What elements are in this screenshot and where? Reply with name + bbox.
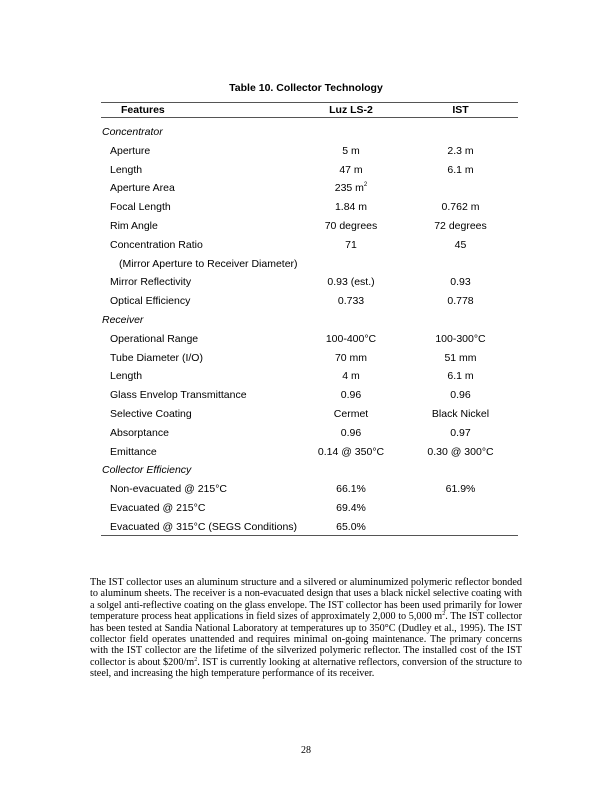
table-row — [0, 352, 612, 366]
luz-value-cell — [302, 408, 400, 420]
luz-value: 47 m — [339, 163, 363, 176]
ist-value: 72 degrees — [434, 220, 487, 232]
header-features: Features — [121, 104, 165, 116]
luz-value-cell — [302, 220, 400, 232]
luz-value: 0.733 — [337, 295, 365, 308]
luz-value: 0.96 — [340, 389, 362, 402]
header-luz: Luz LS-2 — [329, 104, 373, 116]
table-row — [0, 220, 612, 234]
body-paragraph — [90, 577, 522, 680]
table-row — [0, 370, 612, 384]
feature-label: Mirror Reflectivity — [110, 276, 192, 289]
luz-value-cell — [302, 352, 400, 364]
luz-value-cell — [302, 239, 400, 251]
luz-value-cell — [302, 145, 400, 157]
feature-label: Tube Diameter (I/O) — [110, 351, 203, 364]
feature-label: Concentration Ratio — [110, 238, 203, 251]
table-row — [0, 276, 612, 290]
table-header-rule — [101, 117, 518, 118]
luz-value: 1.84 m — [334, 201, 368, 214]
page-number: 28 — [301, 745, 311, 756]
section-label: Receiver — [102, 314, 144, 326]
luz-value-cell — [302, 502, 400, 514]
feature-label: Non-evacuated @ 215°C — [110, 483, 228, 496]
luz-value-cell — [302, 370, 400, 382]
ist-value: 6.1 m — [447, 163, 474, 176]
luz-value-cell — [302, 164, 400, 176]
luz-value: 235 m — [334, 182, 364, 195]
luz-value: 0.14 @ 350°C — [317, 445, 385, 458]
section-label: Collector Efficiency — [102, 464, 192, 477]
luz-value: 0.93 (est.) — [327, 276, 375, 289]
luz-value-cell — [302, 446, 400, 458]
ist-value: 2.3 m — [447, 144, 474, 157]
luz-value: 70 degrees — [324, 220, 378, 232]
section-label: Concentrator — [102, 126, 163, 138]
table-row — [0, 182, 612, 196]
feature-label: Optical Efficiency — [110, 295, 191, 308]
table-row — [0, 408, 612, 422]
table-row — [0, 446, 612, 460]
luz-value: 4 m — [342, 370, 360, 383]
ist-value: 0.30 @ 300°C — [427, 445, 494, 458]
ist-value: 45 — [454, 238, 467, 251]
ist-value: 6.1 m — [447, 370, 474, 383]
table-row — [0, 201, 612, 215]
ist-value: 51 mm — [444, 351, 477, 364]
luz-value: 5 m — [342, 144, 360, 157]
luz-value: 65.0% — [336, 520, 366, 533]
superscript-2: 2 — [194, 656, 198, 663]
superscript-1: 2 — [442, 611, 446, 618]
table-section-row — [0, 314, 612, 328]
luz-value-superscript: 2 — [363, 182, 368, 189]
paragraph-part-1: The IST collector uses an aluminum structure and a silvered or aluminumized polymeric reflector bonded to aluminum sheets. The receiver is a non-evacuated design that uses a black nickel selective coating with a solgel anti-reflective coating on the glass envelope. The IST collector has been used primarily for lower temperature process heat applications in field sizes of approximately 2,000 to 5,000 m — [90, 577, 522, 623]
feature-label: Rim Angle — [110, 220, 158, 232]
table-row — [0, 164, 612, 178]
ist-value: 61.9% — [445, 483, 476, 496]
table-row — [0, 427, 612, 441]
luz-value-cell — [302, 295, 400, 307]
table-row — [0, 239, 612, 253]
table-row — [0, 389, 612, 403]
luz-value: 71 — [345, 238, 357, 251]
header-ist: IST — [452, 104, 469, 116]
table-title: Table 10. Collector Technology — [229, 82, 383, 94]
ist-value: 0.778 — [447, 295, 474, 308]
paragraph-part-2: . The IST collector has been tested at Sandia National Laboratory at temperatures up to 350°C (Dudley et al., 1995). The IST collector field operates unattended and requires minimal on-going maintenance. The primary concerns with the IST collector are the lifetime of the silverized polymeric reflector. The installed cost of the IST collector is about $200/m — [90, 611, 523, 668]
luz-value: 70 mm — [334, 351, 368, 364]
feature-label: (Mirror Aperture to Receiver Diameter) — [119, 257, 298, 270]
feature-label: Evacuated @ 315°C (SEGS Conditions) — [110, 520, 298, 533]
luz-value-cell — [302, 201, 400, 213]
luz-value-cell — [302, 483, 400, 495]
feature-label: Aperture Area — [110, 182, 175, 195]
table-top-rule — [101, 102, 518, 103]
feature-label: Aperture — [110, 144, 151, 157]
luz-value-cell — [302, 389, 400, 401]
ist-value: 0.93 — [450, 276, 471, 289]
table-row — [0, 295, 612, 309]
feature-label: Length — [110, 370, 143, 383]
table-row — [0, 145, 612, 159]
table-row — [0, 483, 612, 497]
feature-label: Length — [110, 163, 143, 176]
table-bottom-rule — [101, 535, 518, 536]
luz-value: 66.1% — [336, 483, 366, 496]
feature-label: Absorptance — [110, 426, 169, 439]
feature-label: Selective Coating — [110, 408, 192, 420]
feature-label: Focal Length — [110, 201, 171, 214]
table-row — [0, 521, 612, 535]
luz-value-cell — [302, 333, 400, 345]
table-row — [0, 333, 612, 347]
feature-label: Operational Range — [110, 332, 199, 345]
ist-value: 100-300°C — [435, 332, 486, 345]
luz-value: Cermet — [333, 408, 369, 420]
table-header — [0, 104, 612, 117]
luz-value-cell — [302, 521, 400, 533]
feature-label: Emittance — [110, 445, 157, 458]
ist-value: 0.96 — [450, 389, 471, 402]
ist-value: 0.762 m — [441, 201, 480, 214]
feature-label: Evacuated @ 215°C — [110, 502, 206, 514]
ist-value: Black Nickel — [431, 408, 490, 420]
ist-value: 0.97 — [450, 426, 471, 439]
table-section-row — [0, 464, 612, 478]
table-section-row — [0, 126, 612, 140]
luz-value-cell — [302, 182, 400, 194]
luz-value: 69.4% — [336, 502, 366, 514]
feature-label: Glass Envelop Transmittance — [110, 389, 247, 402]
luz-value: 100-400°C — [325, 332, 377, 345]
table-row — [0, 258, 612, 272]
paragraph-part-3: . IST is currently looking at alternative reflectors, conversion of the structure to steel, and increasing the high temperature performance of its receiver. — [90, 656, 522, 680]
table-row — [0, 502, 612, 516]
luz-value-cell — [302, 276, 400, 288]
luz-value: 0.96 — [340, 426, 362, 439]
luz-value-cell — [302, 427, 400, 439]
